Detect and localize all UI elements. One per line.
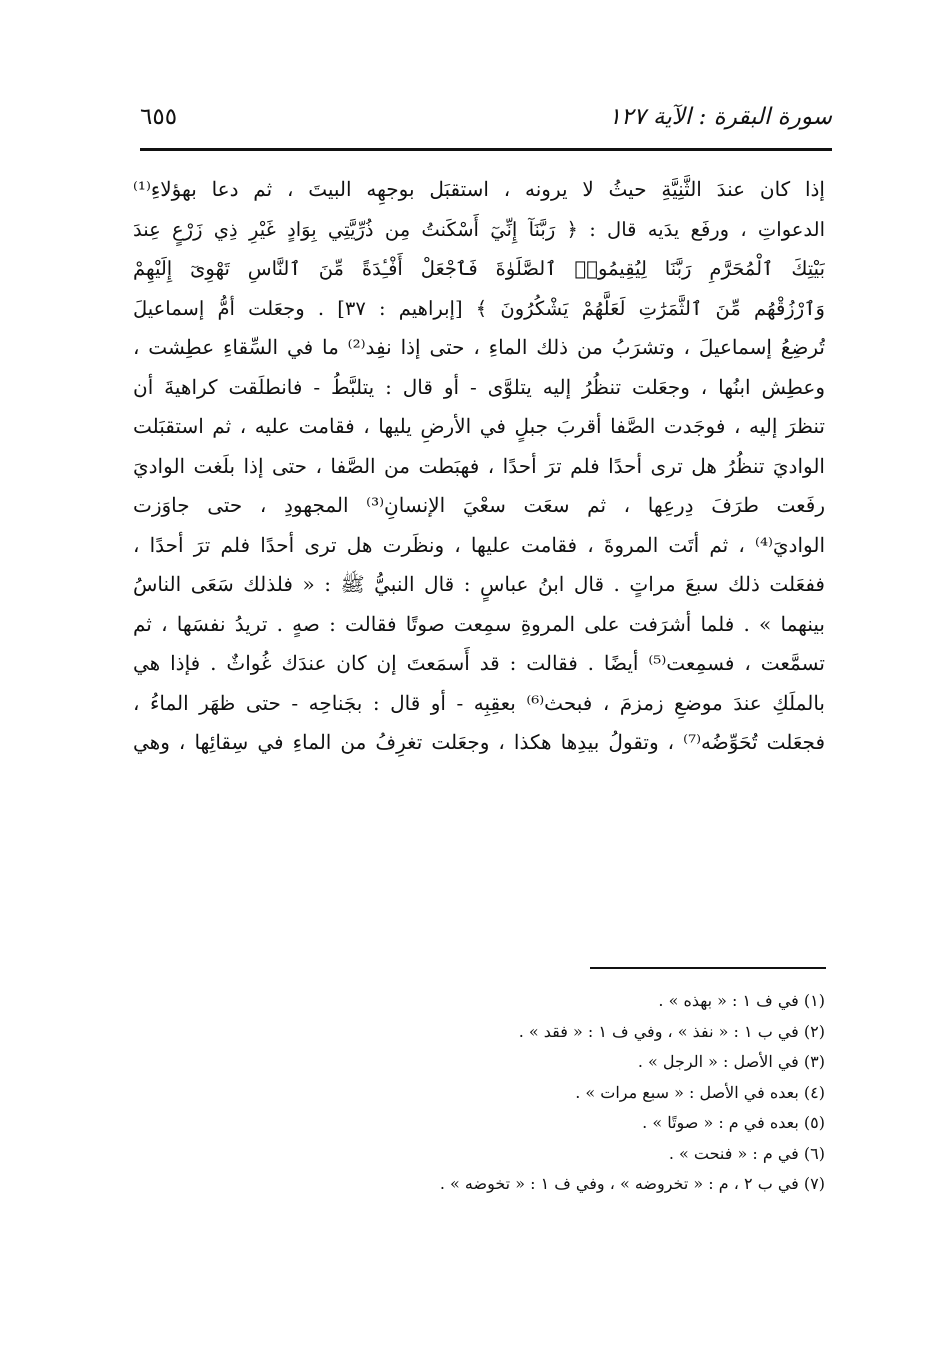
- page-number: ٦٥٥: [140, 104, 178, 130]
- text-line: تسمَّعت ، فسمِعت⁽⁵⁾ أيضًا . فقالت : قد أَسمَعتَ إن كان عندَك غُواثٌ . فإذا هي: [133, 651, 825, 675]
- text-line: تُرضِعُ إسماعيلَ ، وتشرَبُ من ذلك الماءِ ، حتى إذا نفِد⁽²⁾ ما في السِّقاءِ عطِشت ،: [133, 335, 825, 359]
- text-line: بينهما » . فلما أشرَفت على المروةِ سمِعت صوتًا فقالت : صهٍ . تريدُ نفسَها ، ثم: [133, 611, 825, 636]
- footnote: (٦) في م : « فنحت » .: [668, 1143, 825, 1163]
- main-text: [133, 170, 825, 763]
- footnote: (٧) في ب ٢ ، م : « تخروضه » ، وفي ف ١ : « تخوضه » .: [439, 1174, 825, 1193]
- text-line: الواديَ⁽⁴⁾ ، ثم أتَت المروةَ ، فقامت عليها ، ونظَرت هل ترى أحدًا فلم ترَ أحدًا ،: [133, 532, 825, 557]
- text-line: وَٱرْزُقْهُم مِّنَ ٱلثَّمَرَٰتِ لَعَلَّهُمْ يَشْكُرُونَ ﴾ [إبراهيم : ٣٧] . وجعَلت أمُّ إسماعيلَ: [133, 296, 825, 320]
- footnote: (٣) في الأصل : « الرجل » .: [637, 1052, 825, 1071]
- text-line: الدعواتِ ، ورفَع يدَيه قال : ﴿ رَبَّنَآ إِنِّيٓ أَسْكَنتُ مِن ذُرِّيَّتِي بِوَادٍ غَيْرِ ذِي زَرْعٍ عِندَ: [133, 217, 825, 241]
- header-rule: [140, 148, 832, 151]
- text-line: ففعَلت ذلك سبعَ مراتٍ . قال ابنُ عباسٍ : قال النبيُّ ﷺ : « فلذلك سَعَى الناسُ: [133, 572, 825, 596]
- footnote-rule: [590, 967, 826, 969]
- text-line: وعطِش ابنُها ، وجعَلت تنظُرُ إليه يتلوَّى - أو قال : يتلبَّطُ - فانطلَقت كراهيةَ أن: [133, 374, 825, 399]
- text-line: تنظرَ إليه ، فوجَدت الصَّفا أقربَ جبلٍ في الأرضِ يليها ، فقامت عليه ، ثم استقبَلت: [133, 414, 825, 438]
- text-line: بَيْتِكَ ٱلْمُحَرَّمِ رَبَّنَا لِيُقِيمُوا۟ ٱلصَّلَوٰةَ فَٱجْعَلْ أَفْـِٔدَةً مِّنَ ٱلنَّاسِ تَهْوِىٓ إِلَيْهِمْ: [133, 257, 825, 280]
- text-line: إذا كان عندَ الثَّنِيَّةِ حيثُ لا يرونه ، استقبَل بوجهِه البيتَ ، ثم دعا بهؤلاءِ⁽¹⁾: [133, 177, 825, 201]
- text-line: بالملَكِ عندَ موضعِ زمزمَ ، فبحث⁽⁶⁾ بعقِبِه - أو قال : بجَناحِه - حتى ظهَر الماءُ ،: [133, 690, 825, 715]
- footnote: (٥) بعده في م : « صوتًا » .: [642, 1113, 825, 1132]
- footnote: (١) في ف ١ : « بهذه » .: [658, 991, 825, 1010]
- text-line: الواديَ تنظُرُ هل ترى أحدًا فلم ترَ أحدًا ، فهبَطت من الصَّفا ، حتى إذا بلَغت الواديَ: [133, 453, 825, 478]
- text-line: رفَعت طرَفَ دِرعِها ، ثم سعَت سعْيَ الإنسانِ⁽³⁾ المجهودِ ، حتى جاوَزت: [133, 493, 825, 517]
- running-title: سورة البقرة : الآية ١٢٧: [608, 104, 832, 130]
- footnote: (٢) في ب ١ : « نفذ » ، وفي ف ١ : « فقد » .: [518, 1021, 825, 1041]
- text-line: فجعَلت تُحَوِّضُه⁽⁷⁾ ، وتقولُ بيدِها هكذا ، وجعَلت تغرِفُ من الماءِ في سِقائِها ، وهي: [133, 730, 825, 754]
- footnotes: [300, 986, 825, 1200]
- footnote: (٤) بعده في الأصل : « سبع مرات » .: [575, 1082, 825, 1102]
- running-header: [140, 96, 832, 146]
